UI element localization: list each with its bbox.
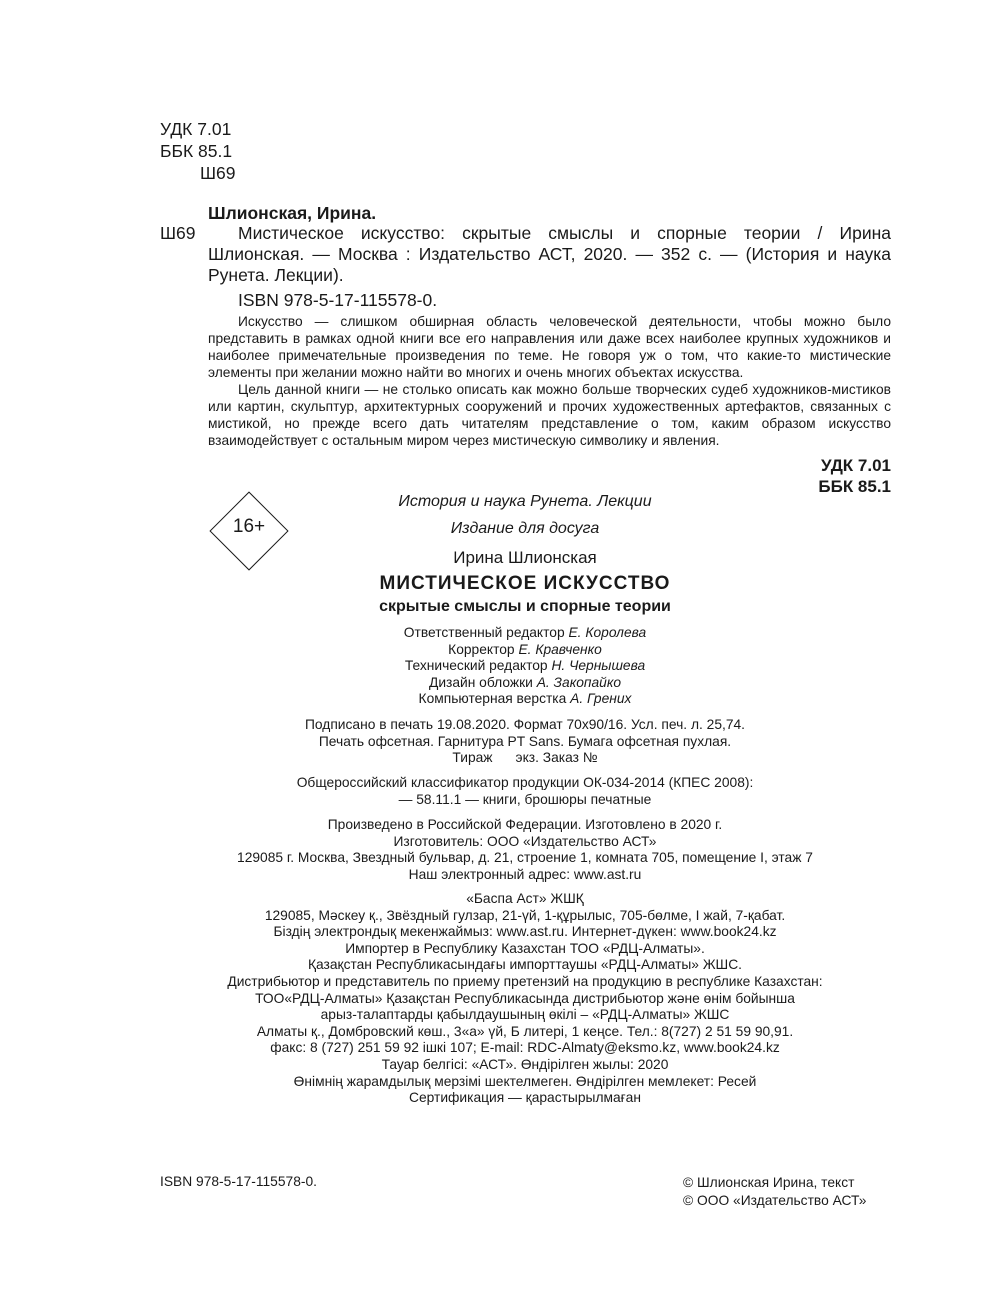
abstract (208, 313, 891, 449)
bbk-code: ББК 85.1 (160, 141, 233, 161)
classifier-line: Общероссийский классификатор продукции ОК-034-2014 (КПЕС 2008): (296, 775, 754, 790)
kazakh-line: «Баспа Аст» ЖШҚ (466, 891, 584, 906)
abstract-paragraph: Цель данной книги — не столько описать как можно больше творческих судеб художников-мистиков или картин, скульптур, архитектурных сооружений и прочих художественных артефактов, связанных с мистикой, но прежде всего дать читателям представление о том, каким образом искусство взаимодействует с остальным миром через мистическую символику и явления. (208, 382, 891, 448)
record-isbn: ISBN 978-5-17-115578-0. (238, 290, 438, 310)
book-author: Ирина Шлионская (453, 548, 597, 567)
manufacturer-line: 129085 г. Москва, Звездный бульвар, д. 21, строение 1, комната 705, помещение I, этаж 7 (237, 850, 813, 866)
classification-top (160, 118, 236, 184)
bibliographic-description (208, 223, 891, 311)
credit-role: Технический редактор (404, 658, 548, 674)
copyright-publisher: © ООО «Издательство АСТ» (683, 1193, 867, 1208)
credit-line (140, 642, 910, 659)
abstract-paragraph: Искусство — слишком обширная область человеческой деятельности, чтобы можно было представить в рамках одной книги все его направления или даже всех наиболее крупных художников и наиболее примечательные произведения по теме. Не говоря уж о том, что какие-то мистические элементы при желании можно найти во многих и очень многих объектах искусства. (208, 314, 891, 380)
copyright (683, 1174, 866, 1210)
classifier-line: — 58.11.1 — книги, брошюры печатные (398, 791, 652, 807)
kazakh-line: Біздің электрондық мекенжаймыз: www.ast.ru. Интернет-дүкен: www.book24.kz (273, 924, 777, 940)
book-subtitle: скрытые смыслы и спорные теории (379, 598, 671, 615)
classification-right (818, 455, 891, 497)
credit-line (140, 691, 910, 708)
credit-role: Корректор (448, 641, 515, 657)
credit-name: А. Закопайко (536, 674, 622, 690)
book-title: МИСТИЧЕСКОЕ ИСКУССТВО (379, 573, 671, 594)
author-mark: Ш69 (200, 163, 236, 183)
kazakh-line: Тауар белгісі: «АСТ». Өндірілген жылы: 2020 (381, 1056, 669, 1072)
series-name: История и наука Рунета. Лекции (398, 493, 652, 510)
print-info (140, 717, 910, 767)
credit-name: А. Грених (570, 691, 632, 707)
kazakh-line: Өнімнің жарамдылық мерзімі шектелмеген. Өндірілген мемлекет: Ресей (293, 1073, 757, 1089)
kazakh-line: ТОО«РДЦ-Алматы» Қазақстан Республикасында дистрибьютор және өнім бойынша (255, 990, 795, 1006)
age-rating: 16+ (232, 516, 266, 537)
kazakh-line: Сертификация — қарастырылмаған (409, 1090, 641, 1106)
print-info-line: Тираж экз. Заказ № (452, 750, 598, 766)
kazakh-line: 129085, Мәскеу қ., Звёздный гулзар, 21-үй, 1-құрылыс, 705-бөлме, I жай, 7-қабат. (264, 907, 786, 923)
credit-name: Н. Чернышева (551, 658, 646, 674)
classifier-info (140, 775, 910, 808)
print-info-line: Печать офсетная. Гарнитура PT Sans. Бумага офсетная пухлая. (318, 733, 732, 749)
kazakhstan-info (140, 891, 910, 1107)
credit-name: Е. Королева (568, 625, 647, 640)
manufacturer-info (140, 817, 910, 883)
footer-isbn: ISBN 978-5-17-115578-0. (160, 1174, 317, 1189)
credit-line (140, 658, 910, 675)
manufacturer-line: Изготовитель: ООО «Издательство АСТ» (393, 833, 657, 849)
credit-line (140, 625, 910, 642)
copyright-text: © Шлионская Ирина, текст (683, 1175, 855, 1190)
kazakh-line: арыз-талаптарды қабылдаушының өкілі – «РДЦ-Алматы» ЖШС (320, 1007, 730, 1023)
credit-name: Е. Кравченко (518, 641, 602, 657)
print-info-line: Подписано в печать 19.08.2020. Формат 70x90/16. Усл. печ. л. 25,74. (304, 717, 746, 732)
record-description: Мистическое искусство: скрытые смыслы и спорные теории / Ирина Шлионская. — Москва : Издательство АСТ, 2020. — 352 с. — (История и наука Рунета. Лекции). (208, 223, 891, 285)
credit-role: Дизайн обложки (428, 674, 533, 690)
credit-line (140, 675, 910, 692)
udk-code: УДК 7.01 (160, 119, 232, 139)
kazakh-line: Қазақстан Республикасындағы импорттаушы «РДЦ-Алматы» ЖШС. (307, 957, 742, 973)
credits (140, 625, 910, 708)
kazakh-line: факс: 8 (727) 251 59 92 ішкі 107; E-mail: RDC-Almaty@eksmo.kz, www.book24.kz (270, 1040, 780, 1056)
kazakh-line: Импортер в Республику Казахстан ТОО «РДЦ-Алматы». (345, 940, 705, 956)
bbk-code: ББК 85.1 (818, 477, 891, 496)
credit-role: Ответственный редактор (403, 625, 565, 640)
udk-code: УДК 7.01 (820, 456, 891, 475)
credit-role: Компьютерная верстка (418, 691, 567, 707)
edition-type: Издание для досуга (450, 520, 600, 537)
author-heading: Шлионская, Ирина. (208, 203, 377, 223)
kazakh-line: Алматы қ., Домбровский көш., 3«а» үй, Б литері, 1 кеңсе. Тел.: 8(727) 2 51 59 90,91. (256, 1023, 794, 1039)
author-mark-record: Ш69 (160, 223, 196, 243)
kazakh-line: Дистрибьютор и представитель по приему претензий на продукцию в республике Казахстан: (227, 973, 823, 989)
manufacturer-line: Наш электронный адрес: www.ast.ru (408, 866, 642, 882)
manufacturer-line: Произведено в Российской Федерации. Изготовлено в 2020 г. (327, 817, 723, 832)
